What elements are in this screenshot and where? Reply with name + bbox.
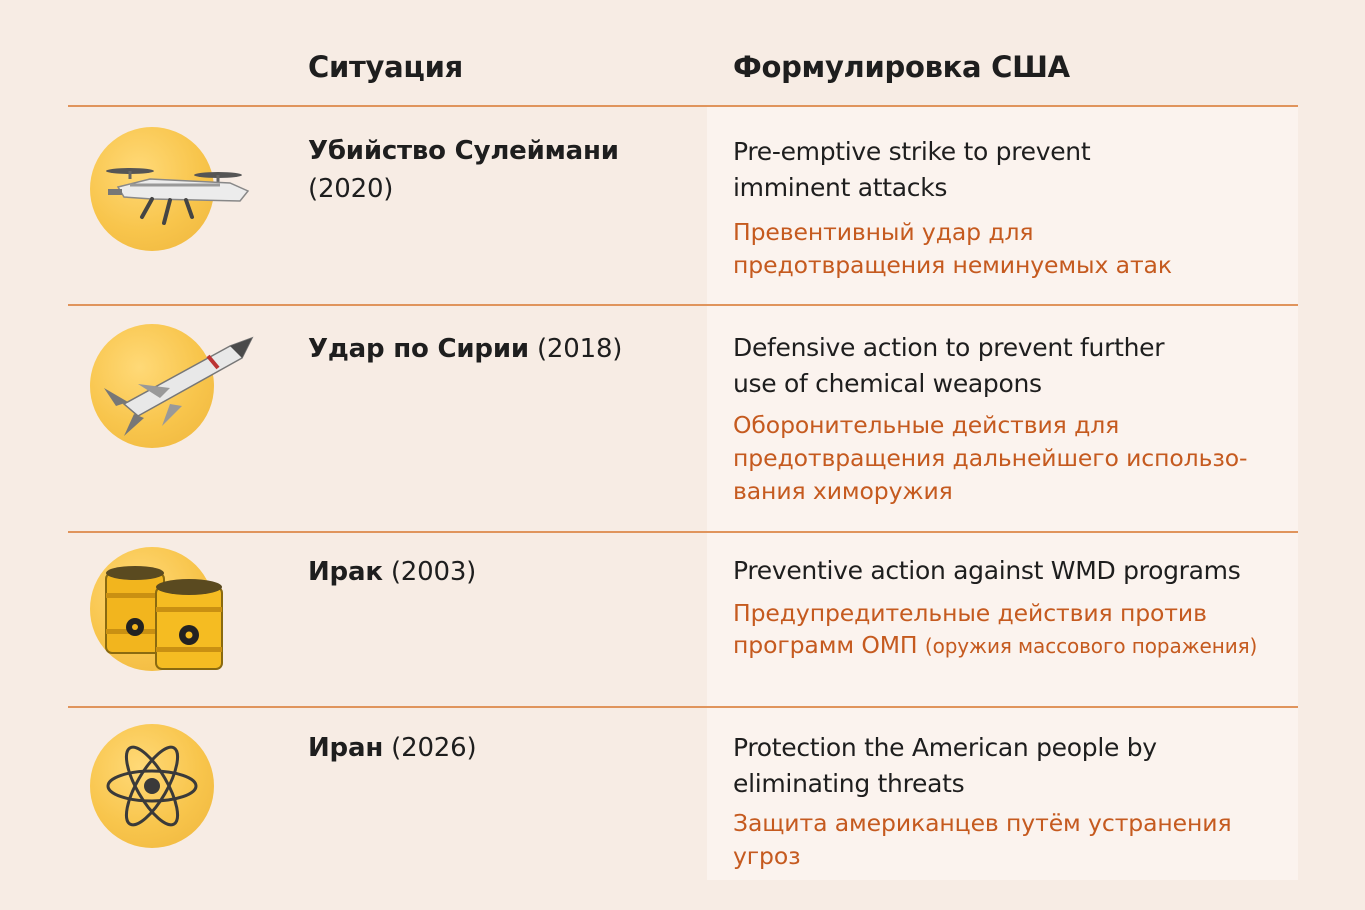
table-row (0, 107, 1365, 304)
formulation-russian-text: Защита американцев путём устранения угроз (733, 809, 1232, 870)
drone-icon (90, 127, 214, 251)
situation-name: Иран (308, 733, 384, 763)
situation-year: (2018) (536, 334, 623, 364)
formulation-russian (733, 409, 1293, 508)
table-row (0, 708, 1365, 880)
situation-name: Убийство Сулеймани (308, 136, 619, 166)
formulation-english: Preventive action against WMD programs (733, 556, 1241, 585)
situation-year: (2026) (391, 733, 477, 763)
situation-label (308, 729, 688, 767)
formulation-russian (733, 597, 1293, 662)
formulation-russian (733, 807, 1293, 873)
formulation-russian-text: Предупредительные действия против программ ОМП (733, 599, 1207, 659)
column-header-situation: Ситуация (308, 50, 463, 84)
table-row (0, 306, 1365, 531)
formulation-russian-text: Оборонительные действия для предотвращения дальнейшего использо-вания химоружия (733, 411, 1248, 505)
missile-icon (90, 324, 214, 448)
formulation-russian-note: (оружия массового поражения) (924, 634, 1258, 658)
formulation-russian (733, 216, 1233, 282)
situation-label (308, 132, 688, 208)
situation-name: Удар по Сирии (308, 334, 529, 364)
radioactive-barrels-icon (90, 547, 214, 671)
situation-year: (2003) (390, 557, 477, 587)
formulation-english: Pre-emptive strike to prevent imminent attacks (733, 137, 1091, 202)
formulation-english: Protection the American people by eliminating threats (733, 733, 1157, 798)
formulation-english: Defensive action to prevent further use of chemical weapons (733, 333, 1165, 398)
formulation-russian-text: Превентивный удар для предотвращения неминуемых атак (733, 218, 1172, 279)
table-header (0, 0, 1365, 106)
situation-name: Ирак (308, 557, 383, 587)
situation-label (308, 330, 688, 368)
column-header-formulation: Формулировка США (733, 50, 1070, 84)
situation-label (308, 553, 688, 591)
situation-year: (2020) (308, 174, 394, 204)
table-row (0, 533, 1365, 706)
atom-icon (90, 724, 214, 848)
